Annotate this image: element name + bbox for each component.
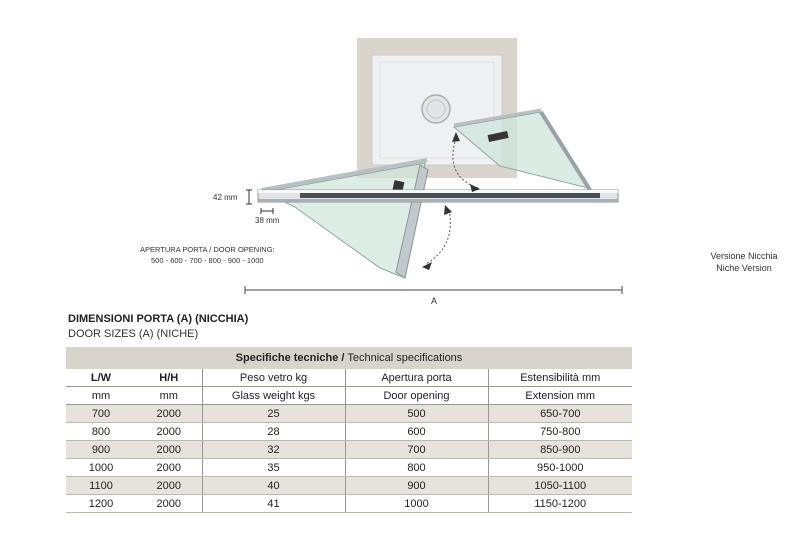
col-header-door-opening: Apertura porta <box>345 369 488 387</box>
cell-door-opening: 1000 <box>345 495 488 513</box>
col-header-hh: H/H <box>136 369 202 387</box>
cell-glass-weight: 35 <box>202 459 345 477</box>
section-subtitle: DOOR SIZES (A) (NICHE) <box>68 328 199 340</box>
spec-table <box>66 347 632 513</box>
unit-lw: mm <box>66 387 136 405</box>
cell-door-opening: 800 <box>345 459 488 477</box>
unit-extension: Extension mm <box>488 387 632 405</box>
table-row <box>66 441 632 459</box>
cell-glass-weight: 40 <box>202 477 345 495</box>
cell-hh: 2000 <box>136 423 202 441</box>
cell-door-opening: 600 <box>345 423 488 441</box>
cell-extension: 1150-1200 <box>488 495 632 513</box>
cell-hh: 2000 <box>136 459 202 477</box>
section-title: DIMENSIONI PORTA (A) (NICCHIA) <box>68 313 249 325</box>
spec-table-title-row <box>66 347 632 369</box>
cell-door-opening: 500 <box>345 405 488 423</box>
spec-title-rest: Technical specifications <box>344 352 463 364</box>
table-row <box>66 405 632 423</box>
unit-door-opening: Door opening <box>345 387 488 405</box>
cell-extension: 850-900 <box>488 441 632 459</box>
table-row <box>66 459 632 477</box>
table-row <box>66 423 632 441</box>
cell-lw: 1100 <box>66 477 136 495</box>
spec-title-bold: Specifiche tecniche / <box>235 352 345 364</box>
door-opening-label: APERTURA PORTA / DOOR OPENING: <box>140 245 275 254</box>
door-opening-values: 500 - 600 - 700 - 800 - 900 - 1000 <box>151 256 264 265</box>
cell-extension: 950-1000 <box>488 459 632 477</box>
cell-glass-weight: 28 <box>202 423 345 441</box>
cell-lw: 900 <box>66 441 136 459</box>
spec-header-row <box>66 369 632 387</box>
cell-lw: 700 <box>66 405 136 423</box>
cell-hh: 2000 <box>136 405 202 423</box>
width-dimension-label: 38 mm <box>255 216 280 225</box>
table-row <box>66 495 632 513</box>
version-italian: Versione Nicchia <box>710 251 778 261</box>
left-opening-arc <box>426 210 450 264</box>
dimension-a-label: A <box>431 296 438 306</box>
cell-door-opening: 700 <box>345 441 488 459</box>
cell-extension: 750-800 <box>488 423 632 441</box>
unit-hh: mm <box>136 387 202 405</box>
cell-glass-weight: 32 <box>202 441 345 459</box>
cell-glass-weight: 25 <box>202 405 345 423</box>
cell-hh: 2000 <box>136 477 202 495</box>
cell-glass-weight: 41 <box>202 495 345 513</box>
cell-lw: 800 <box>66 423 136 441</box>
col-header-extension: Estensibilità mm <box>488 369 632 387</box>
drain <box>422 95 450 123</box>
version-caption <box>694 250 794 274</box>
col-header-lw: L/W <box>66 369 136 387</box>
spec-table-title <box>66 347 632 369</box>
cell-extension: 1050-1100 <box>488 477 632 495</box>
cell-hh: 2000 <box>136 441 202 459</box>
cell-door-opening: 900 <box>345 477 488 495</box>
cell-lw: 1000 <box>66 459 136 477</box>
spec-unit-row <box>66 387 632 405</box>
cell-extension: 650-700 <box>488 405 632 423</box>
col-header-glass-weight: Peso vetro kg <box>202 369 345 387</box>
unit-glass-weight: Glass weight kgs <box>202 387 345 405</box>
cell-hh: 2000 <box>136 495 202 513</box>
version-english: Niche Version <box>716 263 772 273</box>
height-dimension-label: 42 mm <box>213 193 238 202</box>
cell-lw: 1200 <box>66 495 136 513</box>
table-row <box>66 477 632 495</box>
door-opening-note <box>140 244 275 266</box>
